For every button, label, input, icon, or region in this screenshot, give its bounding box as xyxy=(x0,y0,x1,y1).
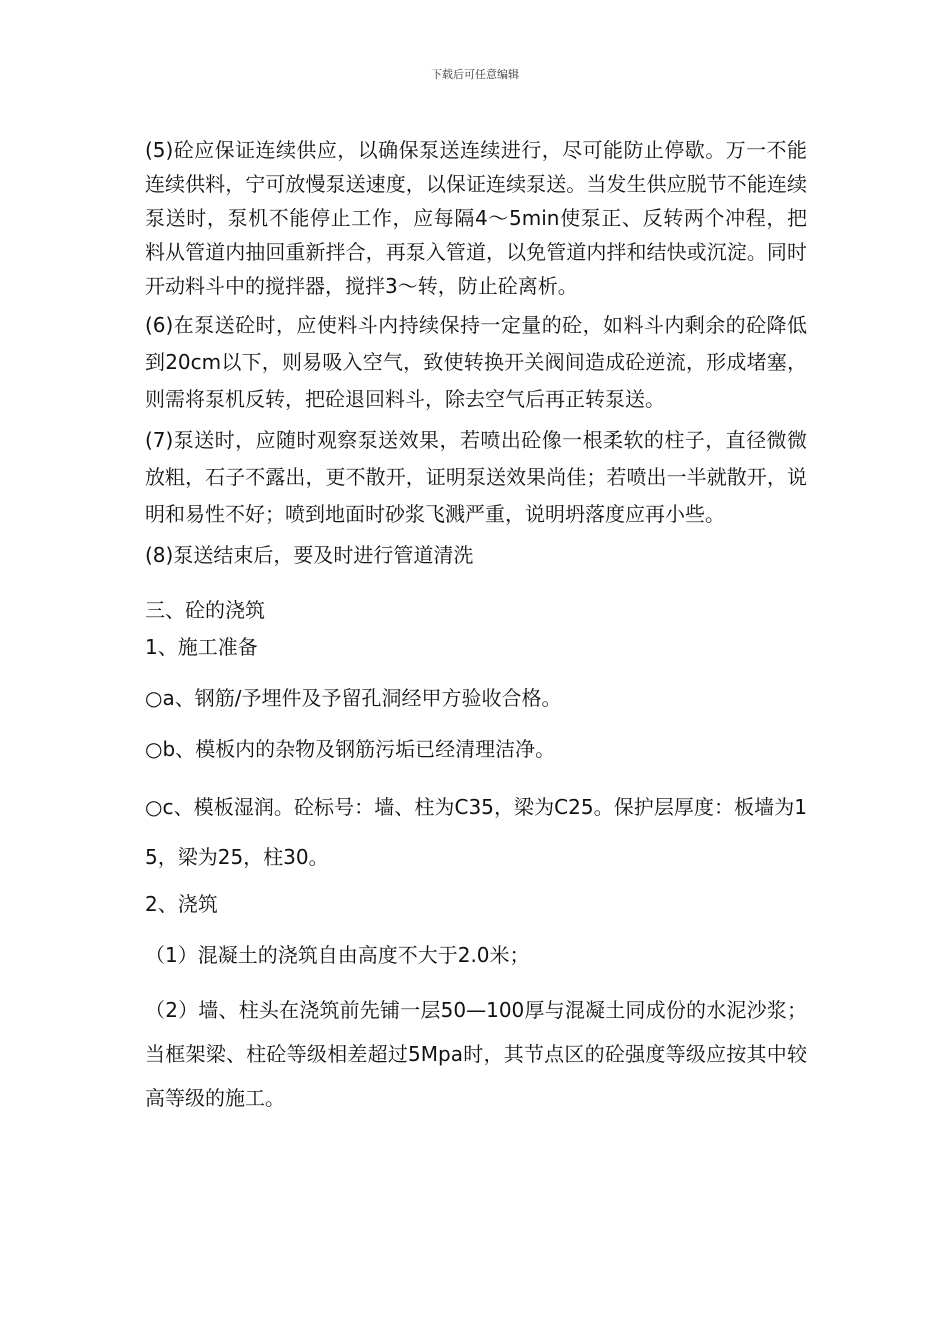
page-header: 下载后可任意编辑 xyxy=(431,68,519,81)
paragraph-pump-supply: (5)砼应保证连续供应，以确保泵送连续进行，尽可能防止停歇。万一不能连续供料，宁可放慢泵送速度，以保证连续泵送。当发生供应脱节不能连续泵送时，泵机不能停止工作，应每隔4～5min使泵正、反转两个冲程，把料从管道内抽回重新拌合，再泵入管道，以免管道内拌和结快或沉淀。同时开动料斗中的搅拌器，搅拌3～转，防止砼离析。 xyxy=(145,138,807,298)
paragraph-pump-hopper: (6)在泵送砼时，应使料斗内持续保持一定量的砼，如料斗内剩余的砼降低到20cm以下，则易吸入空气，致使转换开关阀间造成砼逆流，形成堵塞，则需将泵机反转，把砼退回料斗，除去空气后再正转泵送。 xyxy=(145,313,807,411)
list-item-prep-a: ○a、钢筋/予埋件及予留孔洞经甲方验收合格。 xyxy=(145,686,562,710)
subheading-pouring: 2、浇筑 xyxy=(145,892,218,916)
section-heading-pouring: 三、砼的浇筑 xyxy=(145,598,265,622)
list-item-prep-b: ○b、模板内的杂物及钢筋污垢已经清理洁净。 xyxy=(145,737,556,761)
list-item-pour-1: （1）混凝土的浇筑自由高度不大于2.0米； xyxy=(145,943,530,967)
list-item-pour-2: （2）墙、柱头在浇筑前先铺一层50—100厚与混凝土同成份的水泥沙浆；当框架梁、柱砼等级相差超过5Mpa时，其节点区的砼强度等级应按其中较高等级的施工。 xyxy=(145,998,807,1110)
paragraph-pump-clean: (8)泵送结束后，要及时进行管道清洗 xyxy=(145,543,474,567)
list-item-prep-c: ○c、模板湿润。砼标号：墙、柱为C35，梁为C25。保护层厚度：板墙为15，梁为25，柱30。 xyxy=(145,795,807,869)
paragraph-pump-observe: (7)泵送时，应随时观察泵送效果，若喷出砼像一根柔软的柱子，直径微微放粗，石子不露出，更不散开，证明泵送效果尚佳；若喷出一半就散开，说明和易性不好；喷到地面时砂浆飞溅严重，说明坍落度应再小些。 xyxy=(145,428,807,526)
subheading-preparation: 1、施工准备 xyxy=(145,635,258,659)
document-body xyxy=(145,133,807,1120)
